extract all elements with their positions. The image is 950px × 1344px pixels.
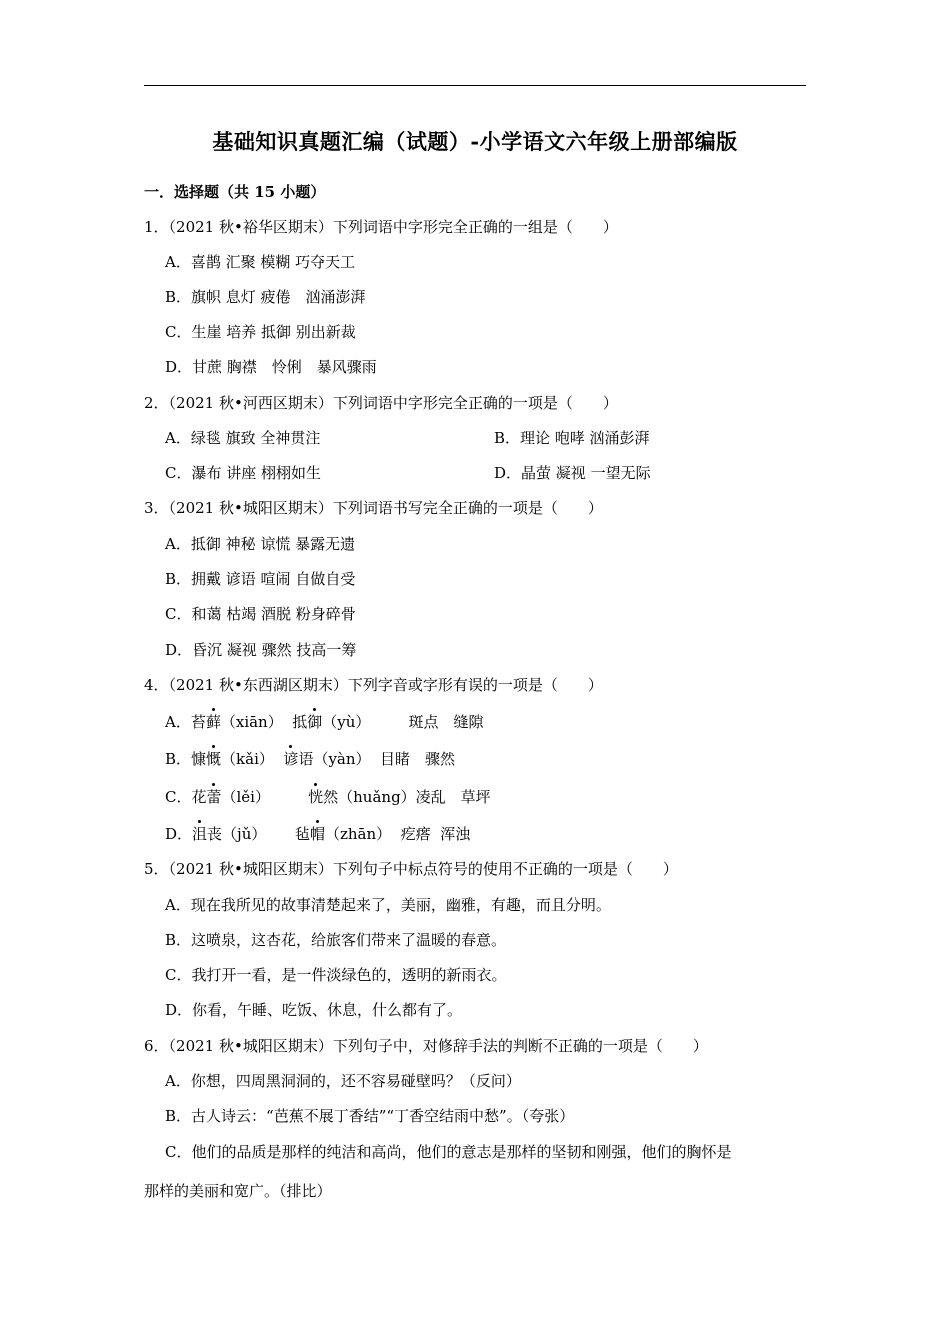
q3-option-b: B．拥戴 谚语 喧闹 自做自受 (165, 570, 356, 588)
emphasis-dot-char: 恍 (308, 788, 324, 806)
emphasis-dot-char: 帽 (309, 825, 325, 843)
q4-option-d: D．沮丧（jǔ） 毡帽（zhān） 疙瘩 浑浊 (165, 825, 471, 843)
q6-option-b: B．古人诗云：“芭蕉不展丁香结”“丁香空结雨中愁”。（夸张） (165, 1107, 575, 1125)
emphasis-dot-char: 慨 (206, 750, 222, 768)
q5-option-b: B．这喷泉，这杏花，给旅客们带来了温暖的春意。 (165, 931, 507, 949)
q2-option-b: B．理论 咆哮 汹涌彭湃 (494, 429, 650, 447)
q2-option-d: D．晶萤 凝视 一望无际 (494, 464, 651, 482)
q5-option-c: C．我打开一看，是一件淡绿色的，透明的新雨衣。 (165, 966, 507, 984)
emphasis-dot-char: 谚 (283, 750, 299, 768)
question-2-stem: 2．（2021 秋•河西区期末）下列词语中字形完全正确的一项是（ ） (144, 394, 618, 412)
question-5-stem: 5．（2021 秋•城阳区期末）下列句子中标点符号的使用不正确的一项是（ ） (144, 860, 678, 878)
question-4-stem: 4．（2021 秋•东西湖区期末）下列字音或字形有误的一项是（ ） (144, 676, 603, 694)
q5-option-a: A．现在我所见的故事清楚起来了，美丽，幽雅，有趣，而且分明。 (165, 896, 611, 914)
q3-option-c: C．和蔼 枯竭 酒脱 粉身碎骨 (165, 605, 356, 623)
question-3-stem: 3．（2021 秋•城阳区期末）下列词语书写完全正确的一项是（ ） (144, 499, 603, 517)
section-heading: 一．选择题（共 15 小题） (144, 183, 326, 201)
q6-option-a: A．你想，四周黑洞洞的，还不容易碰壁吗？（反问） (165, 1072, 521, 1090)
q4-option-b: B．慷慨（kǎi） 谚语（yàn） 目睹 骤然 (165, 750, 456, 768)
q1-option-b: B．旗帜 息灯 疲倦 汹涌澎湃 (165, 288, 366, 306)
emphasis-dot-char: 御 (307, 713, 323, 731)
q1-option-c: C．生崖 培养 抵御 别出新裁 (165, 323, 356, 341)
q6-option-c-continued: 那样的美丽和宽广。（排比） (144, 1182, 332, 1200)
header-rule (144, 85, 806, 86)
q5-option-d: D．你看，午睡、吃饭、休息，什么都有了。 (165, 1001, 463, 1019)
document-title: 基础知识真题汇编（试题）-小学语文六年级上册部编版 (212, 129, 738, 154)
q4-option-c: C．花蕾（lěi） 恍然（huǎng）凌乱 草坪 (165, 788, 491, 806)
q3-option-d: D．昏沉 凝视 骤然 技高一筹 (165, 641, 357, 659)
q6-option-c: C．他们的品质是那样的纯洁和高尚，他们的意志是那样的坚韧和刚强，他们的胸怀是 (165, 1143, 732, 1161)
q3-option-a: A．抵御 神秘 谅慌 暴露无遗 (165, 535, 356, 553)
question-1-stem: 1．（2021 秋•裕华区期末）下列词语中字形完全正确的一组是（ ） (144, 218, 618, 236)
q2-option-c: C．瀑布 讲座 栩栩如生 (165, 464, 322, 482)
q2-option-a: A．绿毯 旗致 全神贯注 (165, 429, 321, 447)
question-6-stem: 6．（2021 秋•城阳区期末）下列句子中，对修辞手法的判断不正确的一项是（ ） (144, 1037, 708, 1055)
emphasis-dot-char: 藓 (205, 713, 221, 731)
emphasis-dot-char: 沮 (192, 825, 208, 843)
q4-option-a: A．苔藓（xiān） 抵御（yù） 斑点 缝隙 (165, 713, 484, 731)
emphasis-dot-char: 蕾 (206, 788, 222, 806)
q1-option-d: D．甘蔗 胸襟 怜俐 暴风骤雨 (165, 358, 377, 376)
q1-option-a: A．喜鹊 汇聚 模糊 巧夺天工 (165, 253, 356, 271)
